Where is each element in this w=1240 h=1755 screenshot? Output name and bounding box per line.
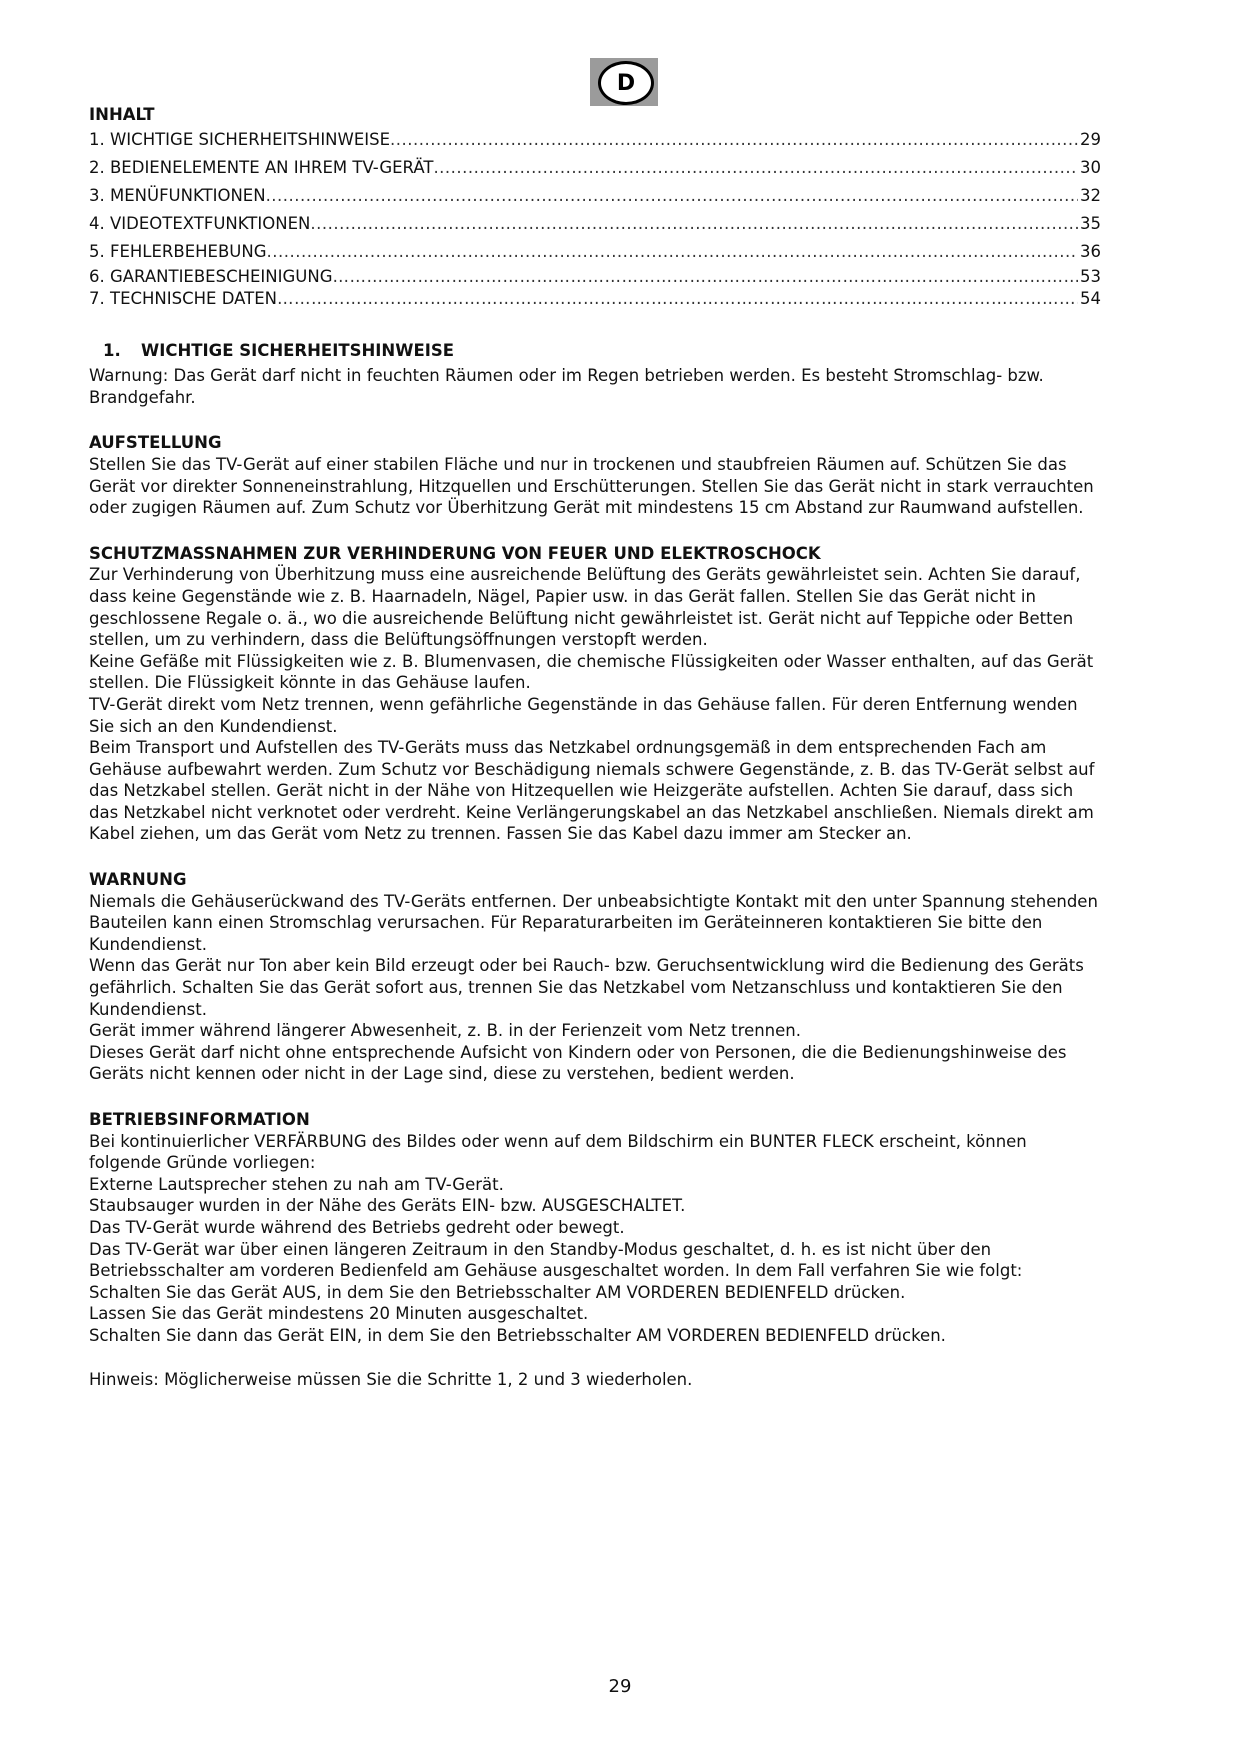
warning-paragraph: Wenn das Gerät nur Ton aber kein Bild erzeugt oder bei Rauch- bzw. Geruchsentwicklung wird die Bedienung des Geräts gefährlich. Schalten Sie das Gerät sofort aus, trennen Sie das Netzkabel vom Netzanschluss und kontaktieren Sie den Kundendienst. — [89, 956, 1084, 1019]
operation-paragraph: Schalten Sie dann das Gerät EIN, in dem Sie den Betriebsschalter AM VORDEREN BEDIENFELD drücken. — [89, 1325, 946, 1345]
operation-paragraph: Schalten Sie das Gerät AUS, in dem Sie den Betriebsschalter AM VORDEREN BEDIENFELD drücken. — [89, 1282, 906, 1302]
warning-paragraph: Gerät immer während längerer Abwesenheit, z. B. in der Ferienzeit vom Netz trennen. — [89, 1021, 801, 1041]
operation-paragraph: Externe Lautsprecher stehen zu nah am TV-Gerät. — [89, 1174, 504, 1194]
toc-entry-title: 4. VIDEOTEXTFUNKTIONEN — [89, 213, 311, 233]
warning-heading: WARNUNG — [89, 870, 187, 890]
safety-intro: Warnung: Das Gerät darf nicht in feuchten Räumen oder im Regen betrieben werden. Es besteht Stromschlag- bzw. Brandgefahr. — [89, 366, 1044, 407]
toc-entry-title: 3. MENÜFUNKTIONEN — [89, 185, 266, 205]
operation-paragraph: Das TV-Gerät wurde während des Betriebs gedreht oder bewegt. — [89, 1217, 625, 1237]
operation-block — [89, 1109, 1101, 1390]
document-body — [89, 104, 1101, 1390]
toc-entry[interactable] — [89, 182, 1101, 210]
protection-heading: SCHUTZMASSNAHMEN ZUR VERHINDERUNG VON FEUER UND ELEKTROSCHOCK — [89, 543, 821, 563]
protection-block — [89, 543, 1101, 845]
table-of-contents — [89, 126, 1101, 310]
language-badge: D — [598, 61, 654, 105]
operation-heading: BETRIEBSINFORMATION — [89, 1110, 310, 1129]
toc-entry[interactable] — [89, 126, 1101, 154]
toc-entry-title: 6. GARANTIEBESCHEINIGUNG — [89, 266, 333, 286]
toc-leader — [390, 126, 1078, 154]
toc-entry-page: 29 — [1080, 129, 1101, 149]
toc-entry-page: 36 — [1080, 241, 1101, 261]
toc-leader — [267, 238, 1079, 266]
toc-entry-title: 2. BEDIENELEMENTE AN IHREM TV-GERÄT — [89, 157, 434, 177]
toc-leader — [433, 154, 1078, 182]
protection-paragraph: Zur Verhinderung von Überhitzung muss eine ausreichende Belüftung des Geräts gewährleistet sein. Achten Sie darauf, dass keine Gegenstände wie z. B. Haarnadeln, Nägel, Papier usw. in das Gerät fallen. Stellen Sie das Gerät nicht in geschlossene Regale o. ä., wo die ausreichende Belüftung nicht gewährleistet ist. Gerät nicht auf Teppiche oder Betten stellen, um zu verhindern, dass die Belüftungsöffnungen verstopft werden. — [89, 565, 1081, 650]
language-badge-box — [590, 58, 658, 106]
toc-entry-title: 1. WICHTIGE SICHERHEITSHINWEISE — [89, 129, 391, 149]
setup-block — [89, 432, 1101, 518]
section-safety — [89, 340, 1101, 409]
operation-hint: Hinweis: Möglicherweise müssen Sie die Schritte 1, 2 und 3 wiederholen. — [89, 1369, 693, 1389]
toc-entry-page: 30 — [1080, 157, 1101, 177]
toc-entry[interactable] — [89, 154, 1101, 182]
setup-text: Stellen Sie das TV-Gerät auf einer stabilen Fläche und nur in trockenen und staubfreien Räumen auf. Schützen Sie das Gerät vor direkter Sonneneinstrahlung, Hitzquellen und Erschütterungen. Stellen Sie das Gerät nicht in stark verrauchten oder zugigen Räumen auf. Zum Schutz vor Überhitzung Gerät mit mindestens 15 cm Abstand zur Raumwand aufstellen. — [89, 454, 1094, 518]
toc-leader — [277, 288, 1078, 310]
toc-entry-page: 35 — [1080, 213, 1101, 233]
protection-paragraph: Beim Transport und Aufstellen des TV-Geräts muss das Netzkabel ordnungsgemäß in dem entsprechenden Fach am Gehäuse aufbewahrt werden. Zum Schutz vor Beschädigung niemals schwere Gegenstände, z. B. das TV-Gerät selbst auf das Netzkabel stellen. Gerät nicht in der Nähe von Hitzequellen wie Heizgeräte aufstellen. Achten Sie darauf, dass sich das Netzkabel nicht verknotet oder verdreht. Keine Verlängerungskabel an das Netzkabel anschließen. Niemals direkt am Kabel ziehen, um das Gerät vom Netz zu trennen. Fassen Sie das Kabel dazu immer am Stecker an. — [89, 738, 1095, 844]
toc-entry[interactable] — [89, 210, 1101, 238]
toc-entry-title: 5. FEHLERBEHEBUNG — [89, 241, 267, 261]
setup-heading: AUFSTELLUNG — [89, 433, 222, 453]
toc-leader — [266, 182, 1078, 210]
toc-entry-title: 7. TECHNISCHE DATEN — [89, 288, 277, 308]
page-number: 29 — [608, 1676, 632, 1697]
section-title-text: WICHTIGE SICHERHEITSHINWEISE — [141, 340, 455, 360]
operation-paragraph: Lassen Sie das Gerät mindestens 20 Minuten ausgeschaltet. — [89, 1304, 589, 1324]
toc-leader — [310, 210, 1078, 238]
toc-leader — [333, 266, 1079, 288]
toc-entry-page: 54 — [1080, 288, 1101, 308]
operation-paragraph: Bei kontinuierlicher VERFÄRBUNG des Bildes oder wenn auf dem Bildschirm ein BUNTER FLECK erscheint, können folgende Gründe vorliegen: — [89, 1131, 1027, 1173]
toc-entry-page: 32 — [1080, 185, 1101, 205]
toc-entry-page: 53 — [1080, 266, 1101, 286]
section-title — [89, 340, 1101, 362]
warning-block — [89, 869, 1101, 1085]
operation-paragraph: Staubsauger wurden in der Nähe des Geräts EIN- bzw. AUSGESCHALTET. — [89, 1196, 686, 1216]
toc-entry[interactable] — [89, 288, 1101, 310]
warning-paragraph: Niemals die Gehäuserückwand des TV-Geräts entfernen. Der unbeabsichtigte Kontakt mit den unter Spannung stehenden Bauteilen kann einen Stromschlag verursachen. Für Reparaturarbeiten im Geräteinneren kontaktieren Sie bitte den Kundendienst. — [89, 891, 1098, 954]
operation-paragraph: Das TV-Gerät war über einen längeren Zeitraum in den Standby-Modus geschaltet, d. h. es ist nicht über den Betriebsschalter am vorderen Bedienfeld am Gehäuse ausgeschaltet worden. In dem Fall verfahren Sie wie folgt: — [89, 1239, 1023, 1281]
warning-paragraph: Dieses Gerät darf nicht ohne entsprechende Aufsicht von Kindern oder von Personen, die die Bedienungshinweise des Geräts nicht kennen oder nicht in der Lage sind, diese zu verstehen, bedient werden. — [89, 1042, 1067, 1084]
section-number: 1. — [103, 340, 121, 360]
protection-paragraph: Keine Gefäße mit Flüssigkeiten wie z. B. Blumenvasen, die chemische Flüssigkeiten oder Wasser enthalten, auf das Gerät stellen. Die Flüssigkeit könnte in das Gehäuse laufen. — [89, 651, 1094, 693]
protection-paragraph: TV-Gerät direkt vom Netz trennen, wenn gefährliche Gegenstände in das Gehäuse fallen. Für deren Entfernung wenden Sie sich an den Kundendienst. — [89, 694, 1078, 736]
toc-entry[interactable] — [89, 266, 1101, 288]
toc-entry[interactable] — [89, 238, 1101, 266]
toc-heading: INHALT — [89, 105, 155, 124]
